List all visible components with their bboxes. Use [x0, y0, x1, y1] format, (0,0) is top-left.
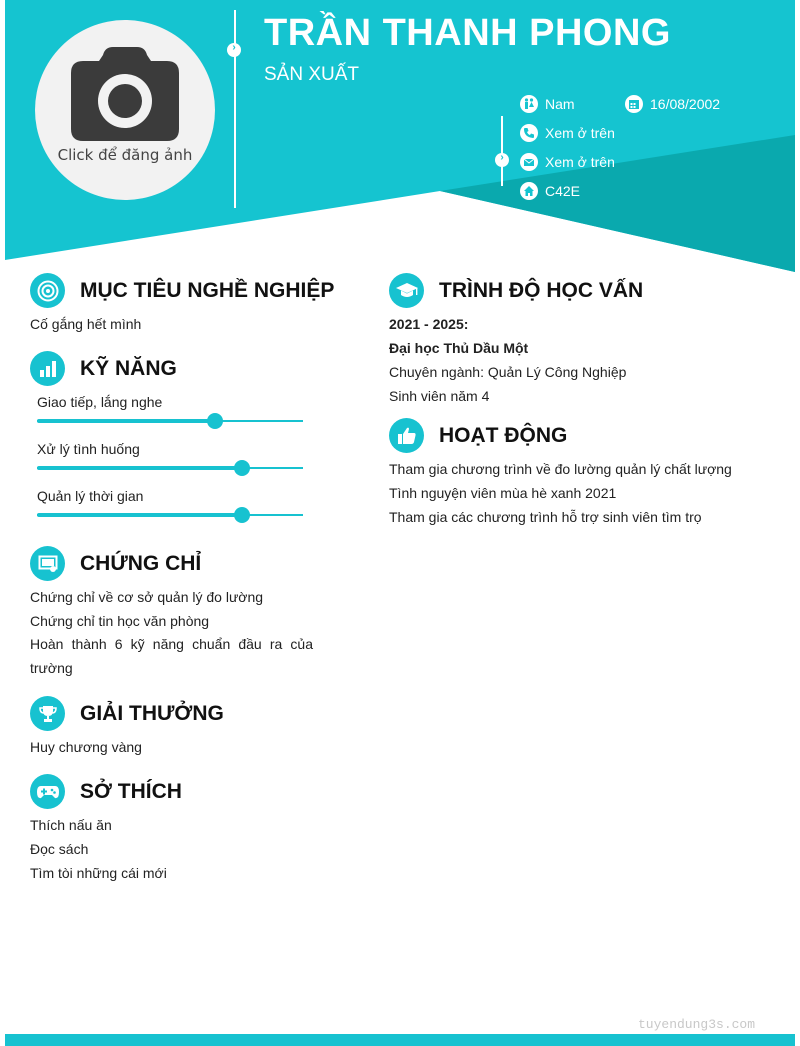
- skill-slider-handle[interactable]: [207, 413, 223, 429]
- career-goal-title: MỤC TIÊU NGHỀ NGHIỆP: [80, 278, 335, 302]
- calendar-icon: [625, 95, 643, 113]
- bar-chart-icon: [30, 351, 65, 386]
- home-icon: [520, 182, 538, 200]
- career-goal-text: Cố gắng hết mình: [30, 316, 142, 332]
- footer-bar: [5, 1034, 795, 1046]
- skill-fill: [37, 466, 242, 470]
- education-year: Sinh viên năm 4: [389, 388, 490, 404]
- skill-label: Quản lý thời gian: [37, 488, 144, 504]
- info-address: [520, 182, 580, 200]
- section-activities: [389, 418, 567, 453]
- section-education: [389, 273, 643, 308]
- info-email: [520, 153, 615, 171]
- activity-item: Tham gia các chương trình hỗ trợ sinh viên tìm trọ: [389, 509, 702, 525]
- activity-item: Tình nguyện viên mùa hè xanh 2021: [389, 485, 617, 501]
- certificate-item: Hoàn thành 6 kỹ năng chuẩn đầu ra của trường: [30, 636, 313, 676]
- section-certificates: [30, 546, 201, 581]
- cv-header: [5, 0, 795, 275]
- cv-page: [5, 0, 795, 1046]
- skill-fill: [37, 419, 215, 423]
- gender-value: Nam: [545, 96, 575, 112]
- birthday-value: 16/08/2002: [650, 96, 721, 112]
- section-career-goal: [30, 273, 334, 308]
- gender-icon: [520, 95, 538, 113]
- education-school: Đại học Thủ Dầu Một: [389, 340, 529, 356]
- target-icon: [30, 273, 65, 308]
- certificates-title: CHỨNG CHỈ: [80, 551, 202, 575]
- info-divider: [501, 116, 503, 186]
- watermark: tuyendung3s.com: [638, 1017, 756, 1032]
- education-title: TRÌNH ĐỘ HỌC VẤN: [439, 278, 644, 302]
- skill-fill: [37, 513, 242, 517]
- skill-label: Xử lý tình huống: [37, 441, 140, 457]
- section-hobbies: [30, 774, 182, 809]
- phone-icon: [520, 124, 538, 142]
- education-period: 2021 - 2025:: [389, 316, 469, 332]
- photo-upload[interactable]: [35, 20, 215, 200]
- job-title: SẢN XUẤT: [264, 64, 360, 85]
- info-gender: [520, 95, 575, 113]
- skill-slider-handle[interactable]: [234, 507, 250, 523]
- skill-label: Giao tiếp, lắng nghe: [37, 394, 163, 410]
- thumbs-up-icon: [389, 418, 424, 453]
- section-awards: [30, 696, 224, 731]
- awards-title: GIẢI THƯỞNG: [80, 701, 224, 725]
- graduation-cap-icon: [389, 273, 424, 308]
- photo-caption: Click để đăng ảnh: [57, 146, 193, 164]
- certificate-item: Chứng chỉ về cơ sở quản lý đo lường: [30, 589, 264, 605]
- education-major: Chuyên ngành: Quản Lý Công Nghiệp: [389, 364, 627, 380]
- divider-arrow-icon: ›: [227, 43, 241, 57]
- full-name: TRẦN THANH PHONG: [264, 12, 671, 54]
- hobbies-title: SỞ THÍCH: [80, 779, 182, 803]
- award-item: Huy chương vàng: [30, 739, 142, 755]
- header-divider: [234, 10, 236, 208]
- trophy-icon: [30, 696, 65, 731]
- info-phone: [520, 124, 615, 142]
- activity-item: Tham gia chương trình về đo lường quản lý chất lượng: [389, 461, 732, 477]
- email-icon: [520, 153, 538, 171]
- hobby-item: Tìm tòi những cái mới: [30, 865, 167, 881]
- info-birthday: [625, 95, 720, 113]
- gamepad-icon: [30, 774, 65, 809]
- certificate-item: Chứng chỉ tin học văn phòng: [30, 613, 210, 629]
- hobby-item: Thích nấu ăn: [30, 817, 112, 833]
- skill-slider-handle[interactable]: [234, 460, 250, 476]
- camera-icon: [71, 47, 179, 141]
- certificate-icon: [30, 546, 65, 581]
- email-value: Xem ở trên: [545, 154, 615, 170]
- info-arrow-icon: ›: [495, 153, 509, 167]
- hobby-item: Đọc sách: [30, 841, 89, 857]
- phone-value: Xem ở trên: [545, 125, 615, 141]
- section-skills: [30, 351, 177, 386]
- activities-title: HOẠT ĐỘNG: [439, 423, 568, 447]
- skills-title: KỸ NĂNG: [80, 356, 177, 380]
- address-value: C42E: [545, 183, 581, 199]
